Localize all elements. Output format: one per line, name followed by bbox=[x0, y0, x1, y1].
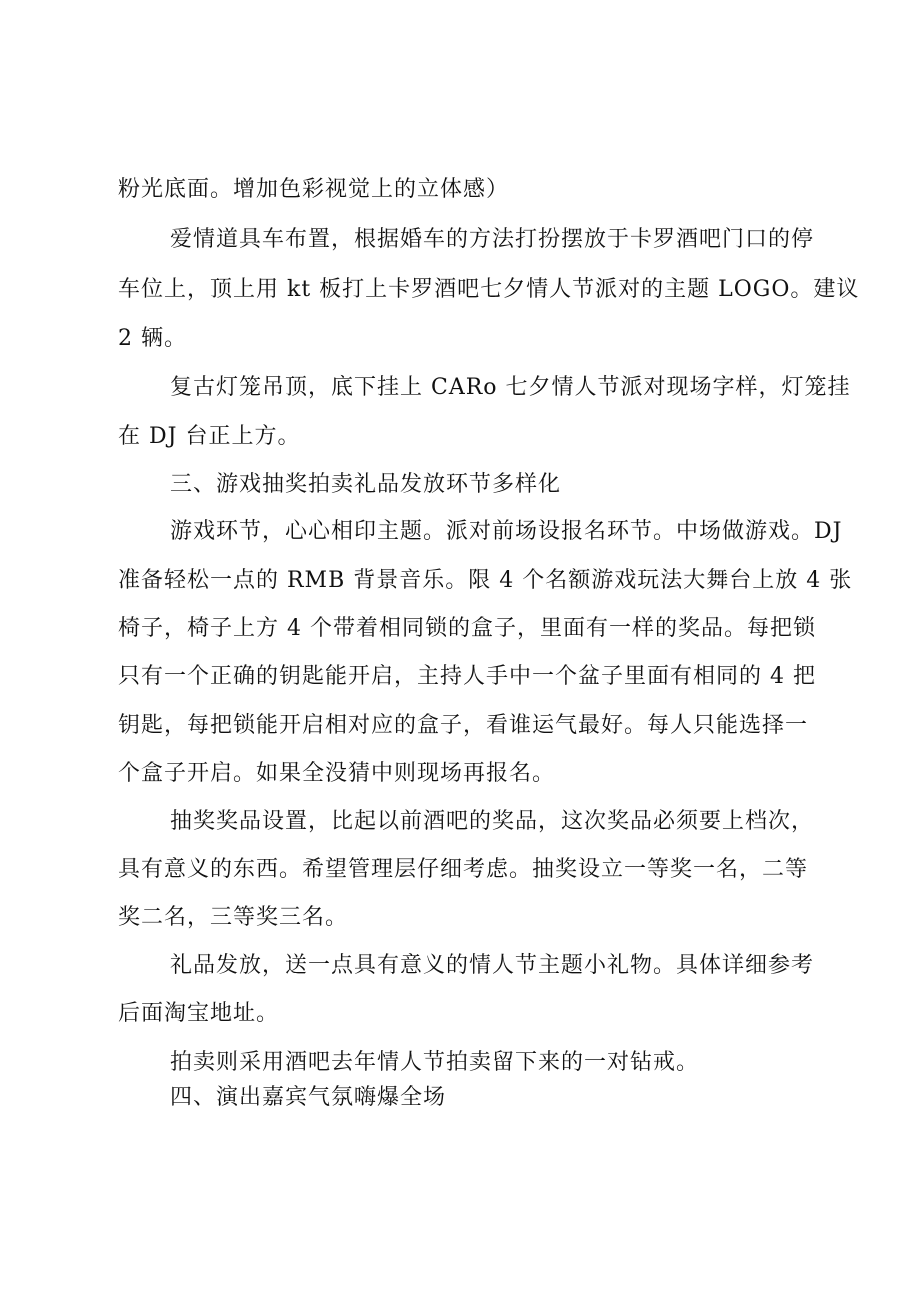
paragraph-line: 爱情道具车布置，根据婚车的方法打扮摆放于卡罗酒吧门口的停 bbox=[170, 227, 815, 252]
paragraph-line: 车位上，顶上用 kt 板打上卡罗酒吧七夕情人节派对的主题 LOGO。建议 bbox=[118, 277, 860, 302]
paragraph-line: 具有意义的东西。希望管理层仔细考虑。抽奖设立一等奖一名，二等 bbox=[118, 857, 809, 882]
paragraph-line: 游戏环节，心心相印主题。派对前场设报名环节。中场做游戏。DJ bbox=[170, 519, 843, 544]
paragraph-line: 个盒子开启。如果全没猜中则现场再报名。 bbox=[118, 761, 556, 786]
paragraph-line: 准备轻松一点的 RMB 背景音乐。限 4 个名额游戏玩法大舞台上放 4 张 bbox=[118, 568, 853, 593]
section-heading: 三、游戏抽奖拍卖礼品发放环节多样化 bbox=[170, 472, 562, 497]
paragraph-line: 后面淘宝地址。 bbox=[118, 1001, 280, 1026]
paragraph-line: 只有一个正确的钥匙能开启，主持人手中一个盆子里面有相同的 4 把 bbox=[118, 664, 816, 689]
paragraph-line: 礼品发放，送一点具有意义的情人节主题小礼物。具体详细参考 bbox=[170, 953, 815, 978]
section-heading: 四、演出嘉宾气氛嗨爆全场 bbox=[170, 1085, 447, 1110]
paragraph-line: 2 辆。 bbox=[118, 326, 187, 351]
paragraph-line: 复古灯笼吊顶，底下挂上 CARo 七夕情人节派对现场字样，灯笼挂 bbox=[170, 375, 851, 400]
paragraph-line: 在 DJ 台正上方。 bbox=[118, 424, 301, 449]
paragraph-line: 奖二名，三等奖三名。 bbox=[118, 905, 349, 930]
paragraph-line: 抽奖奖品设置，比起以前酒吧的奖品，这次奖品必须要上档次， bbox=[170, 809, 815, 834]
paragraph-line: 拍卖则采用酒吧去年情人节拍卖留下来的一对钻戒。 bbox=[170, 1050, 700, 1075]
paragraph-line: 椅子，椅子上方 4 个带着相同锁的盒子，里面有一样的奖品。每把锁 bbox=[118, 616, 816, 641]
paragraph-line: 粉光底面。增加色彩视觉上的立体感） bbox=[118, 177, 510, 202]
paragraph-line: 钥匙，每把锁能开启相对应的盒子，看谁运气最好。每人只能选择一 bbox=[118, 713, 809, 738]
